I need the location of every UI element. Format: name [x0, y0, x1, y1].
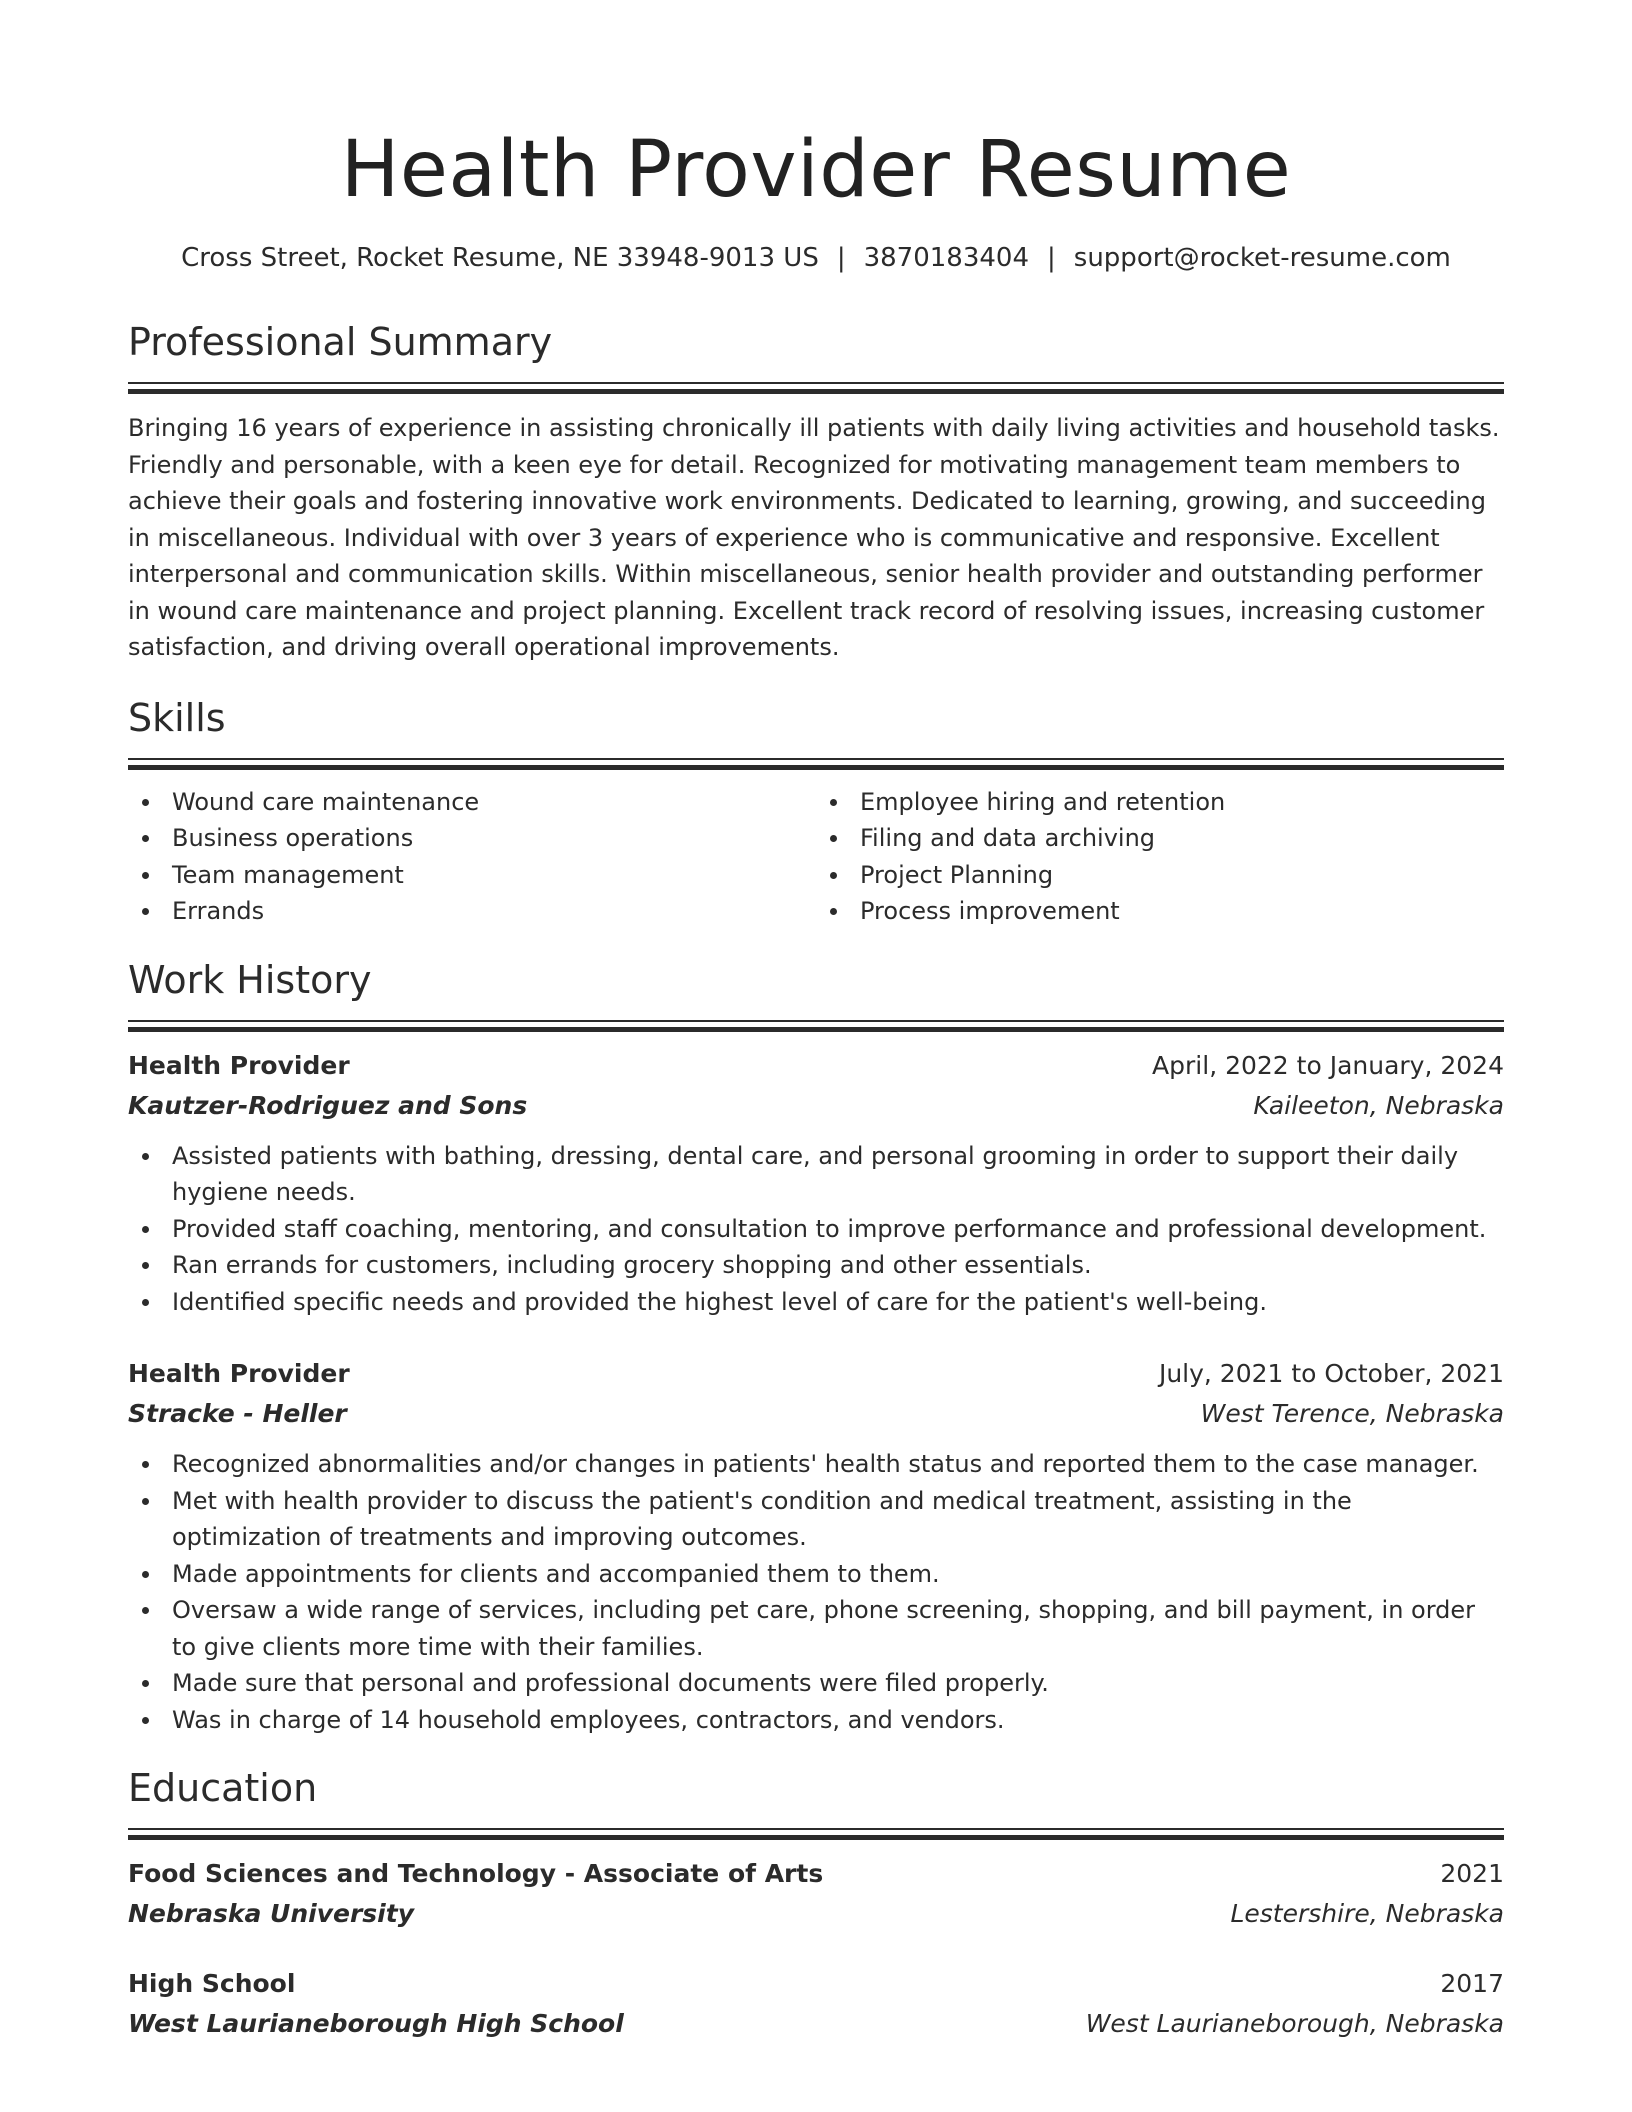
bullet-icon: [142, 799, 149, 806]
bullet-icon: [142, 1461, 149, 1468]
summary-text: Bringing 16 years of experience in assisting chronically ill patients with daily living activities and household tasks. Friendly and personable, with a keen eye for detail. Recognized for motivating management team members to achieve their goals and fostering innovative work environments. Dedicated to learning, growing, and succeeding in miscellaneous. Individual with over 3 years of experience who is communicative and responsive. Excellent interpersonal and communication skills. Within miscellaneous, senior health provider and outstanding performer in wound care maintenance and project planning. Excellent track record of resolving issues, increasing customer satisfaction, and driving overall operational improvements.: [128, 414, 1500, 661]
education-year: 2017: [1440, 1969, 1504, 1998]
skill-item: Errands: [128, 893, 816, 930]
job-entry: [128, 1046, 1504, 1321]
job-dates: April, 2022 to January, 2024: [1152, 1050, 1504, 1080]
contact-phone: 3870183404: [863, 243, 1030, 273]
job-dates: July, 2021 to October, 2021: [1158, 1359, 1504, 1388]
work-section: [128, 956, 1504, 1739]
skill-item: Filing and data archiving: [816, 820, 1504, 857]
job-bullet: Identified specific needs and provided the highest level of care for the patient's well-being.: [128, 1284, 1504, 1321]
job-location: Kaileeton, Nebraska: [1253, 1090, 1504, 1120]
education-degree: High School: [128, 1969, 296, 1998]
education-location: Lestershire, Nebraska: [1230, 1899, 1504, 1928]
skills-heading: Skills: [128, 695, 226, 740]
education-entry: [128, 1964, 1504, 2044]
skill-item: Process improvement: [816, 893, 1504, 930]
bullet-icon: [142, 1226, 149, 1233]
bullet-icon: [830, 872, 837, 879]
bullet-icon: [142, 1717, 149, 1724]
job-bullets: [128, 1446, 1504, 1738]
skills-column-left: [128, 784, 816, 930]
education-entry: [128, 1854, 1504, 1934]
bullet-icon: [830, 799, 837, 806]
bullet-icon: [142, 1153, 149, 1160]
bullet-icon: [142, 1571, 149, 1578]
skill-item: Business operations: [128, 820, 816, 857]
skills-section: [128, 694, 1504, 930]
job-bullet: Assisted patients with bathing, dressing, dental care, and personal grooming in order to support their daily hygiene needs.: [128, 1138, 1504, 1211]
bullet-icon: [142, 835, 149, 842]
education-degree: Food Sciences and Technology - Associate of Arts: [128, 1859, 824, 1888]
skills-column-right: [816, 784, 1504, 930]
education-school: West Laurianeborough High School: [128, 2009, 624, 2038]
job-location: West Terence, Nebraska: [1200, 1399, 1504, 1428]
skill-item: Team management: [128, 857, 816, 894]
bullet-icon: [142, 1680, 149, 1687]
bullet-icon: [142, 908, 149, 915]
contact-line: [128, 242, 1504, 274]
job-bullet: Recognized abnormalities and/or changes in patients' health status and reported them to the case manager.: [128, 1446, 1504, 1483]
work-heading: Work History: [128, 957, 372, 1002]
job-bullet: Met with health provider to discuss the patient's condition and medical treatment, assisting in the optimization of treatments and improving outcomes.: [128, 1483, 1504, 1556]
education-section: [128, 1764, 1504, 2044]
job-bullet: Made appointments for clients and accompanied them to them.: [128, 1556, 1504, 1593]
education-school: Nebraska University: [128, 1899, 414, 1928]
bullet-icon: [142, 1299, 149, 1306]
section-divider: [128, 1020, 1504, 1032]
skill-item: Wound care maintenance: [128, 784, 816, 821]
job-bullet: Made sure that personal and professional documents were filed properly.: [128, 1665, 1504, 1702]
education-location: West Laurianeborough, Nebraska: [1085, 2009, 1504, 2038]
contact-email: support@rocket-resume.com: [1073, 243, 1451, 273]
bullet-icon: [142, 1262, 149, 1269]
bullet-icon: [142, 1607, 149, 1614]
job-company: Stracke - Heller: [128, 1399, 347, 1428]
resume-title: Health Provider Resume: [340, 125, 1292, 215]
job-bullet: Ran errands for customers, including grocery shopping and other essentials.: [128, 1247, 1504, 1284]
bullet-icon: [142, 1498, 149, 1505]
section-divider: [128, 1828, 1504, 1840]
job-company: Kautzer-Rodriguez and Sons: [128, 1090, 528, 1120]
section-divider: [128, 758, 1504, 770]
job-title: Health Provider: [128, 1359, 350, 1388]
skill-item: Employee hiring and retention: [816, 784, 1504, 821]
education-heading: Education: [128, 1766, 318, 1810]
job-entry: [128, 1354, 1504, 1738]
contact-separator: |: [1047, 243, 1056, 273]
job-bullet: Was in charge of 14 household employees, contractors, and vendors.: [128, 1702, 1504, 1739]
bullet-icon: [830, 908, 837, 915]
job-bullets: [128, 1138, 1504, 1321]
summary-heading: Professional Summary: [128, 320, 553, 364]
job-bullet: Provided staff coaching, mentoring, and consultation to improve performance and professional development.: [128, 1211, 1504, 1248]
skill-item: Project Planning: [816, 857, 1504, 894]
bullet-icon: [142, 872, 149, 879]
section-divider: [128, 382, 1504, 394]
contact-address: Cross Street, Rocket Resume, NE 33948-9013 US: [181, 243, 819, 273]
job-bullet: Oversaw a wide range of services, including pet care, phone screening, shopping, and bill payment, in order to give clients more time with their families.: [128, 1592, 1504, 1665]
contact-separator: |: [836, 243, 846, 273]
summary-section: [128, 318, 1504, 666]
education-year: 2021: [1440, 1859, 1504, 1888]
skills-grid: [128, 784, 1504, 930]
job-title: Health Provider: [128, 1050, 350, 1080]
bullet-icon: [830, 835, 837, 842]
